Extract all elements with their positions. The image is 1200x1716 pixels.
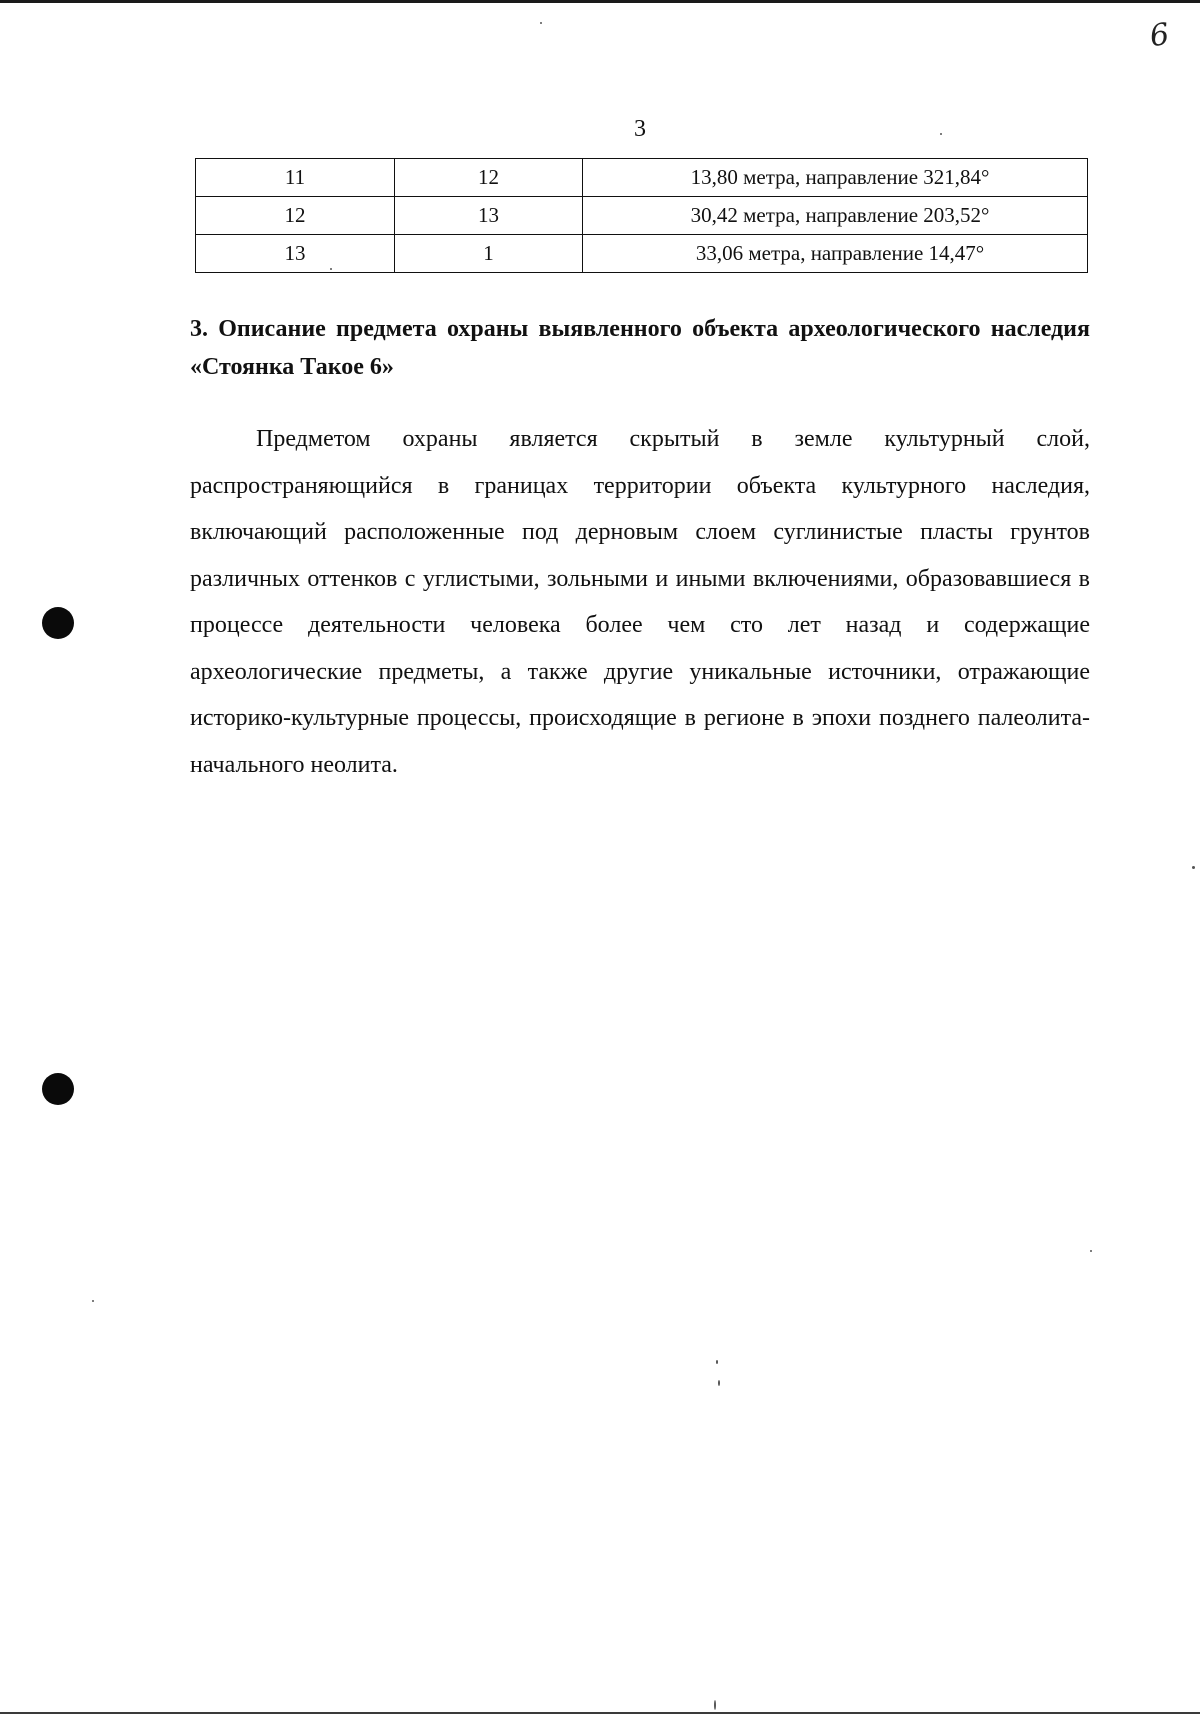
scan-speck (540, 22, 542, 24)
scan-bottom-edge (0, 1712, 1200, 1714)
punch-hole (42, 1073, 74, 1105)
scan-top-edge (0, 0, 1200, 3)
boundary-segments-table (195, 158, 1088, 273)
table-row (196, 159, 1088, 197)
section-heading: 3. Описание предмета охраны выявленного объекта археологического наследия «Стоянка Такое 6» (190, 316, 1090, 380)
body-paragraph: Предметом охраны является скрытый в земле культурный слой, распространяющийся в границах территории объекта культурного наследия, включающий расположенные под дерновым слоем суглинистые пласты грунтов различных оттенков с углистыми, зольными и иными включениями, образовавшиеся в процессе деятельности человека более чем сто лет назад и содержащие археологические предметы, а также другие уникальные источники, отражающие историко-культурные процессы, происходящие в регионе в эпохи позднего палеолита-начального неолита. (190, 426, 1090, 778)
handwritten-page-number: 6 (1147, 16, 1172, 55)
scan-speck (940, 133, 942, 135)
scan-speck (1090, 1250, 1092, 1252)
table-cell-description: 30,42 метра, направление 203,52° (583, 197, 1088, 235)
table-cell-from: 12 (196, 197, 395, 235)
table-cell-from: 13 (196, 235, 395, 273)
table-cell-to: 13 (395, 197, 583, 235)
scan-speck (718, 1380, 720, 1386)
punch-hole (42, 607, 74, 639)
scan-speck (716, 1360, 718, 1364)
table-cell-description: 33,06 метра, направление 14,47° (583, 235, 1088, 273)
table-row (196, 235, 1088, 273)
scan-speck (714, 1700, 716, 1710)
page-number: 3 (634, 116, 646, 142)
table-cell-to: 1 (395, 235, 583, 273)
scan-speck (1192, 866, 1195, 869)
table-row (196, 197, 1088, 235)
table-cell-description: 13,80 метра, направление 321,84° (583, 159, 1088, 197)
scan-speck (92, 1300, 94, 1302)
table-cell-to: 12 (395, 159, 583, 197)
table-cell-from: 11 (196, 159, 395, 197)
scan-speck (330, 268, 332, 270)
